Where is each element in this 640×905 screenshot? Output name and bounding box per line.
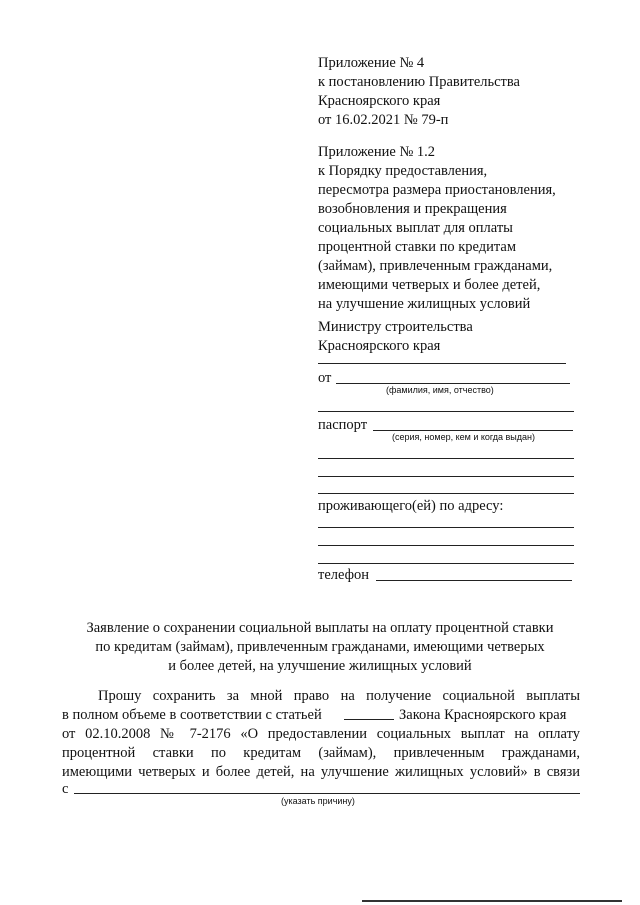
title-line: и более детей, на улучшение жилищных условий — [168, 658, 472, 674]
title-line: Заявление о сохранении социальной выплаты на оплату процентной ставки — [86, 620, 554, 636]
address-input-line[interactable] — [318, 527, 574, 528]
body-line: от 02.10.2008 № 7-2176 «О предоставлении социальных выплат на оплату — [62, 726, 580, 742]
header-line: к постановлению Правительства — [318, 74, 520, 90]
address-label: проживающего(ей) по адресу: — [318, 498, 504, 514]
from-input-line[interactable] — [336, 383, 570, 384]
appendix-line: пересмотра размера приостановления, — [318, 182, 556, 198]
phone-input-line[interactable] — [376, 580, 572, 581]
article-number-input[interactable] — [344, 719, 394, 720]
passport-input-line-2[interactable] — [318, 458, 574, 459]
appendix-line: имеющими четверых и более детей, — [318, 277, 541, 293]
body-line: Закона Красноярского края — [399, 707, 567, 723]
body-line: Прошу сохранить за мной право на получение социальной выплаты — [98, 688, 580, 704]
header-line: Красноярского края — [318, 93, 441, 109]
from-input-line-2[interactable] — [318, 411, 574, 412]
body-line: имеющими четверых и более детей, на улучшение жилищных условий» в связи — [62, 764, 580, 780]
appendix-line: социальных выплат для оплаты — [318, 220, 513, 236]
appendix-line: на улучшение жилищных условий — [318, 296, 531, 312]
addressee-line: Министру строительства — [318, 319, 473, 335]
appendix-line: Приложение № 1.2 — [318, 144, 436, 160]
address-input-line-3[interactable] — [318, 563, 574, 564]
addressee-blank-line[interactable] — [318, 363, 566, 364]
body-line: процентной ставки по кредитам (займам), привлеченным гражданами, — [62, 745, 580, 761]
passport-label: паспорт — [318, 417, 368, 433]
phone-label: телефон — [318, 567, 370, 583]
addressee-line: Красноярского края — [318, 338, 441, 354]
reason-input-line[interactable] — [74, 793, 580, 794]
passport-input-line-4[interactable] — [318, 493, 574, 494]
reason-hint: (указать причину) — [281, 796, 355, 806]
appendix-line: (займам), привлеченным гражданами, — [318, 258, 553, 274]
appendix-line: к Порядку предоставления, — [318, 163, 488, 179]
passport-input-line-3[interactable] — [318, 476, 574, 477]
body-line: с — [62, 781, 69, 797]
passport-input-line[interactable] — [373, 430, 573, 431]
header-line: Приложение № 4 — [318, 55, 425, 71]
appendix-line: процентной ставки по кредитам — [318, 239, 517, 255]
body-line: в полном объеме в соответствии с статьей — [62, 707, 322, 723]
address-input-line-2[interactable] — [318, 545, 574, 546]
from-label: от — [318, 370, 332, 386]
appendix-line: возобновления и прекращения — [318, 201, 507, 217]
header-line: от 16.02.2021 № 79-п — [318, 112, 449, 128]
passport-hint: (серия, номер, кем и когда выдан) — [392, 432, 535, 442]
title-line: по кредитам (займам), привлеченным гражданами, имеющими четверых — [95, 639, 545, 655]
from-hint: (фамилия, имя, отчество) — [386, 385, 494, 395]
scan-edge-line — [362, 900, 622, 902]
